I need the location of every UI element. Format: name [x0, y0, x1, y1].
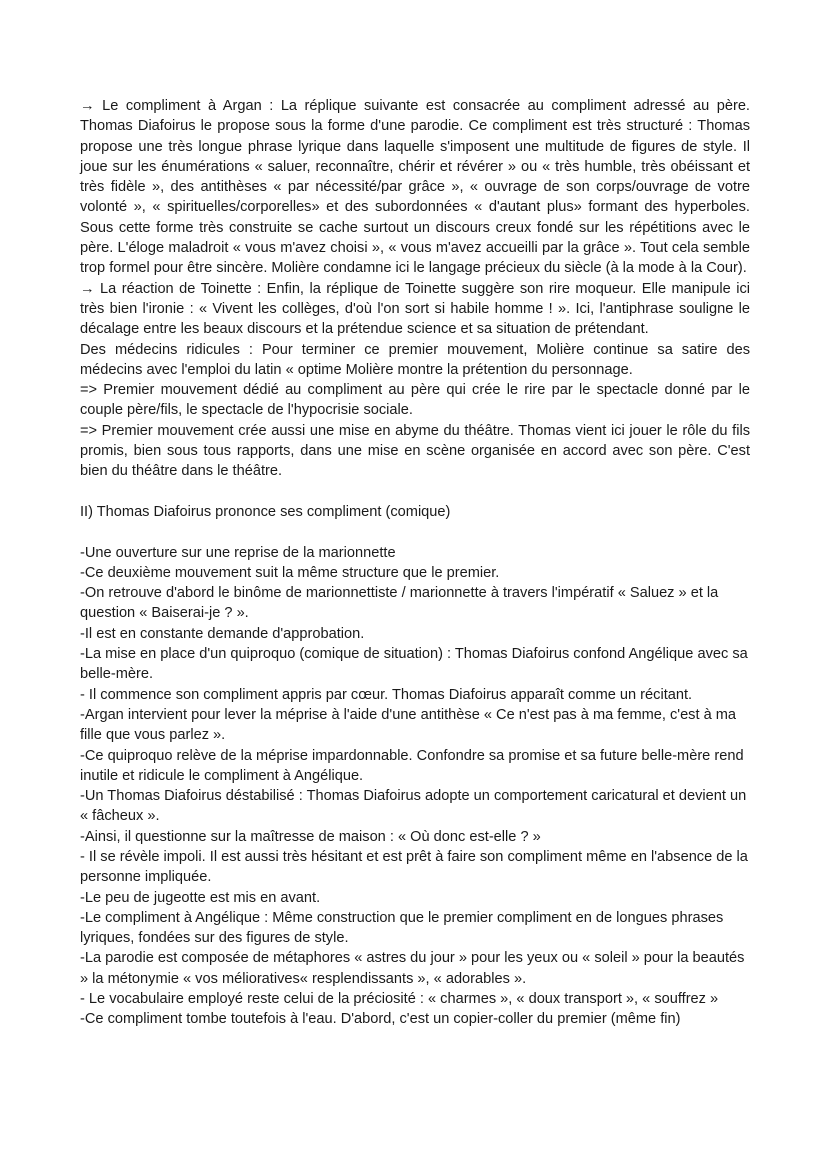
list-item: -La parodie est composée de métaphores « astres du jour » pour les yeux ou « soleil » pour la beautés » la métonymie « vos mélioratives« resplendissants », « adorables ».: [80, 950, 745, 987]
list-item: -Ce quiproquo relève de la méprise impardonnable. Confondre sa promise et sa future belle-mère rend inutile et ridicule le compliment à Angélique.: [80, 747, 744, 784]
paragraph-conclusion-1: => Premier mouvement dédié au compliment au père qui crée le rire par le spectacle donné par le couple père/fils, le spectacle de l'hypocrisie sociale.: [80, 382, 750, 419]
list-item: -La mise en place d'un quiproquo (comique de situation) : Thomas Diafoirus confond Angélique avec sa belle-mère.: [80, 646, 748, 683]
list-item: -Le compliment à Angélique : Même construction que le premier compliment en de longues phrases lyriques, fondées sur des figures de style.: [80, 909, 724, 947]
list-item: -Un Thomas Diafoirus déstabilisé : Thomas Diafoirus adopte un comportement caricatural et devient un « fâcheux ».: [80, 788, 747, 825]
list-item: - Il se révèle impoli. Il est aussi très hésitant et est prêt à faire son compliment même en l'absence de la personne impliquée.: [80, 848, 748, 886]
list-item: -Il est en constante demande d'approbation.: [80, 625, 365, 642]
spacer: [80, 482, 750, 502]
paragraph-medecins-ridicules: Des médecins ridicules : Pour terminer ce premier mouvement, Molière continue sa satire des médecins avec l'emploi du latin « optime Molière montre la prétention du personnage.: [80, 341, 750, 378]
section-heading: II) Thomas Diafoirus prononce ses compliment (comique): [80, 503, 451, 520]
paragraph-compliment-argan: → Le compliment à Argan : La réplique suivante est consacrée au compliment adressé au père. Thomas Diafoirus le propose sous la forme d'une parodie. Ce compliment est très structuré : Thomas propose une très longue phrase lyrique dans laquelle s'imposent une multitude de figures de style. Il joue sur les énumérations « saluer, reconnaître, chérir et révérer » ou « très humble, très obéissant et très fidèle », des antithèses « par nécessité/par grâce », « ouvrage de son corps/ouvrage de votre volonté », « spirituelles/corporelles» et des subordonnées « d'autant plus» formant des hyperboles. Sous cette forme très construite se cache surtout un discours creux fondé sur les répétitions avec le père. L'éloge maladroit « vous m'avez choisi », « vous m'avez accueilli par la grâce ». Tout cela semble trop formel pour être sincère. Molière condamne ici le langage précieux du siècle (à la mode à la Cour).: [80, 98, 750, 277]
list-item: -Ce deuxième mouvement suit la même structure que le premier.: [80, 564, 500, 581]
list-item: - Le vocabulaire employé reste celui de la préciosité : « charmes », « doux transport », « souffrez »: [80, 991, 719, 1008]
list-item: -Une ouverture sur une reprise de la marionnette: [80, 544, 396, 561]
spacer: [80, 522, 750, 542]
list-item: -Argan intervient pour lever la méprise à l'aide d'une antithèse « Ce n'est pas à ma femme, c'est à ma fille que vous parlez ».: [80, 706, 737, 744]
list-item: -On retrouve d'abord le binôme de marionnettiste / marionnette à travers l'impératif « Saluez » et la question « Baiserai-je ? ».: [80, 585, 719, 622]
list-item: - Il commence son compliment appris par cœur. Thomas Diafoirus apparaît comme un récitant.: [80, 686, 693, 703]
list-item: -Ce compliment tombe toutefois à l'eau. D'abord, c'est un copier-coller du premier (même fin): [80, 1011, 681, 1028]
list-item: -Ainsi, il questionne sur la maîtresse de maison : « Où donc est-elle ? »: [80, 828, 541, 845]
bullet-list: [80, 543, 750, 1030]
list-item: -Le peu de jugeotte est mis en avant.: [80, 889, 321, 906]
paragraph-reaction-toinette: → La réaction de Toinette : Enfin, la réplique de Toinette suggère son rire moqueur. Elle manipule ici très bien l'ironie : « Vivent les collèges, d'où l'on sort si habile homme ! ». Ici, l'antiphrase souligne le décalage entre les beaux discours et la prétendue science et sa situation de prétendant.: [80, 280, 750, 338]
paragraph-conclusion-2: => Premier mouvement crée aussi une mise en abyme du théâtre. Thomas vient ici jouer le rôle du fils promis, bien sous tous rapports, dans une mise en scène organisée en accord avec son père. C'est bien du théâtre dans le théâtre.: [80, 422, 750, 480]
document-body: [80, 96, 750, 1030]
